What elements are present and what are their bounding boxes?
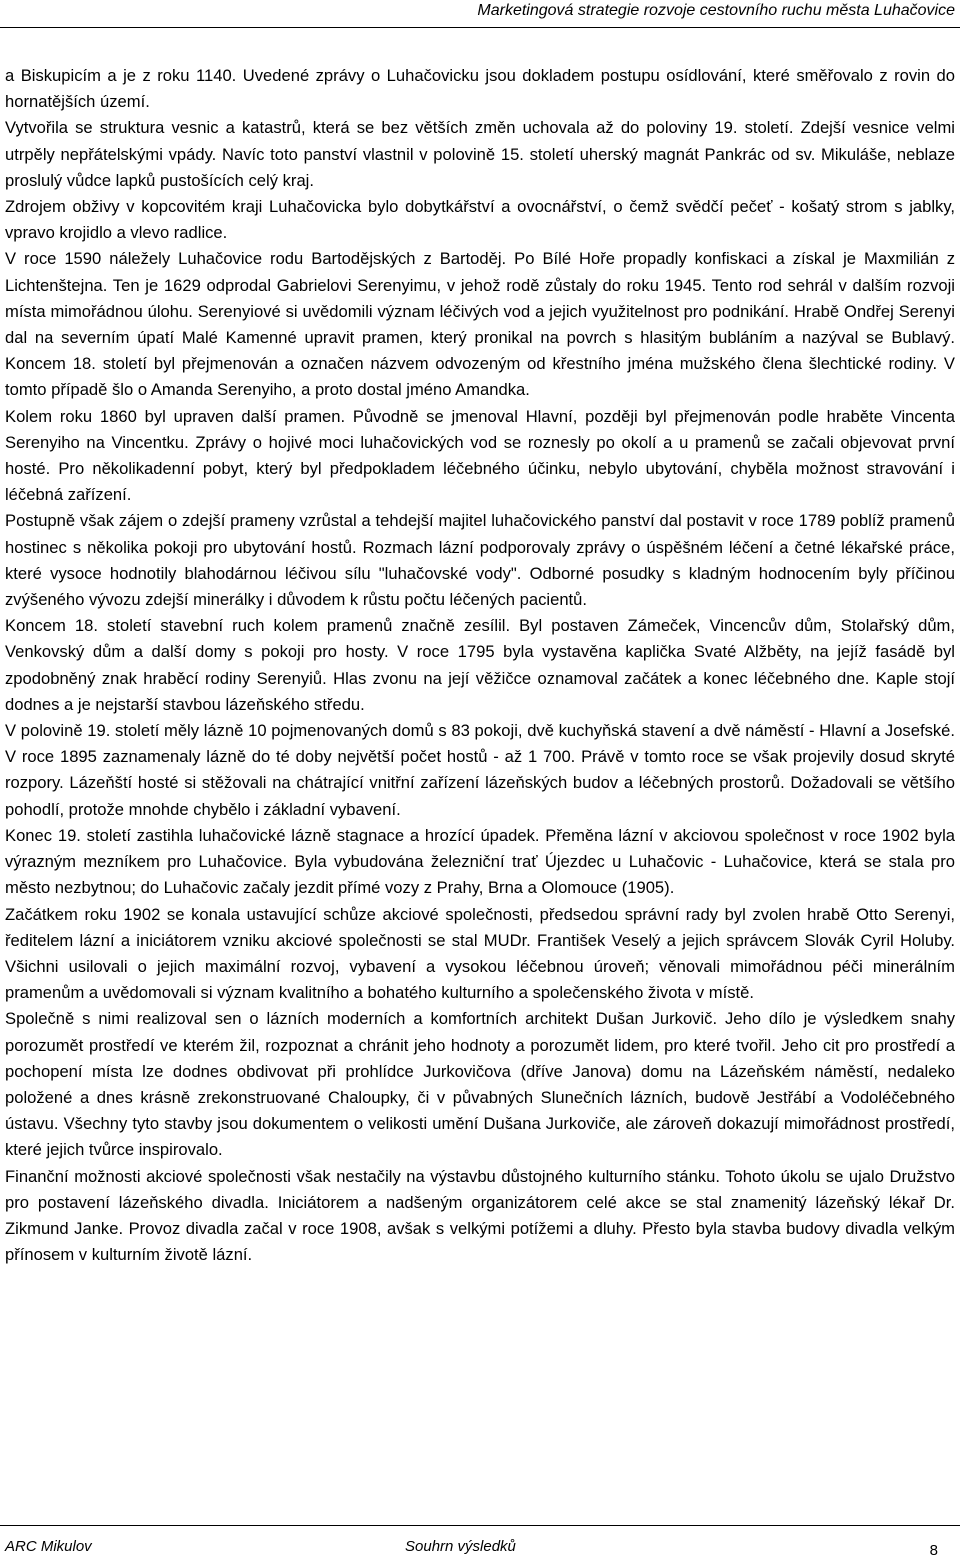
paragraph: V polovině 19. století měly lázně 10 pojmenovaných domů s 83 pokoji, dvě kuchyňská stavení a dvě náměstí - Hlavní a Josefské. V roce 1895 zaznamenaly lázně do té doby největší počet hostů - až 1 700. Právě v tomto roce se však projevily dosud skryté rozpory. Lázeňští hosté si stěžovali na chátrající vnitřní zařízení lázeňských budov a léčebných prostorů. Dožadovali se většího pohodlí, protože mnohde chybělo i základní vybavení. <box>5 721 955 819</box>
page-header <box>0 0 960 28</box>
paragraph: a Biskupicím a je z roku 1140. Uvedené zprávy o Luhačovicku jsou dokladem postupu osídlování, které směřovalo z rovin do hornatějších území. <box>5 66 955 112</box>
footer-section: Souhrn výsledků <box>405 1538 516 1555</box>
paragraph: Kolem roku 1860 byl upraven další pramen. Původně se jmenoval Hlavní, později byl přejmenován podle hraběte Vincenta Serenyiho na Vincentku. Zprávy o hojivé moci luhačovických vod se roznesly po okolí a u pramenů se začali objevovat první hosté. Pro několikadenní pobyt, který byl předpokladem léčebného účinku, nebylo ubytování, chyběla možnost stravování i léčebná zařízení. <box>5 406 955 505</box>
paragraph: Koncem 18. století stavební ruch kolem pramenů značně zesílil. Byl postaven Zámeček, Vincencův dům, Stolařský dům, Venkovský dům a další domy s pokoji pro hosty. V roce 1795 byla vystavěna kaplička Svaté Alžběty, na jejíž fasádě byl zpodobněný znak hraběcí rodiny Serenyiů. Hlas zvonu na její věžičce oznamoval začátek a konec léčebného dne. Kaple stojí dodnes a je nejstarší stavbou lázeňského středu. <box>5 616 955 714</box>
document-title: Marketingová strategie rozvoje cestovního ruchu města Luhačovice <box>477 2 955 19</box>
paragraph: Společně s nimi realizoval sen o lázních moderních a komfortních architekt Dušan Jurkovič. Jeho dílo je výsledkem snahy porozumět prostředí ve kterém žil, rozpoznat a chránit jeho hodnoty a porozumět lidem, pro které tvořil. Jeho cit pro prostředí a pochopení místa lze dodnes obdivovat při prohlídce Jurkovičova (dříve Janova) domu na Lázeňském náměstí, nedaleko položené a dnes krásně zrekonstruované Chaloupky, či v půvabných Slunečních lázních, budově Jestřábí a Vodoléčebného ústavu. Všechny tyto stavby jsou dokumentem o velikosti umění Dušana Jurkoviče, ale zároveň dokazují mimořádnost prostředí, které jejich tvůrce inspirovalo. <box>5 1009 955 1160</box>
paragraph: Začátkem roku 1902 se konala ustavující schůze akciové společnosti, předsedou správní rady byl zvolen hrabě Otto Serenyi, ředitelem lázní a iniciátorem vzniku akciové společnosti se stal MUDr. František Veselý a jejich správcem Slovák Cyril Holuby. Všichni usilovali o jejich maximální rozvoj, vybavení a vysokou léčebnou úroveň; věnovali mimořádnou péči minerálním pramenům a uvědomovali si význam kvalitního a bohatého kulturního a společenského života v místě. <box>5 904 955 1003</box>
paragraph: Konec 19. století zastihla luhačovické lázně stagnace a hrozící úpadek. Přeměna lázní v akciovou společnost v roce 1902 byla výrazným mezníkem pro Luhačovice. Byla vybudována železniční trať Újezdec u Luhačovic - Luhačovice, která se stala pro město nezbytnou; do Luhačovic začaly jezdit přímé vozy z Prahy, Brna a Olomouce (1905). <box>5 825 955 898</box>
paragraph: V roce 1590 náležely Luhačovice rodu Bartodějských z Bartoděj. Po Bílé Hoře propadly konfiskaci a získal je Maxmilián z Lichtenštejna. Ten je 1629 odprodal Gabrielovi Serenyimu, v jehož rodě zůstaly do roku 1945. Tento rod sehrál v dalším rozvoji místa mimořádnou úlohu. Serenyiové si uvědomili význam léčivých vod a jejich využitelnost pro podnikání. Hrabě Ondřej Serenyi dal na severním úpatí Malé Kamenné upravit pramen, který pronikal na povrch s hlasitým bubláním a nazýval se Bublavý. Koncem 18. století byl přejmenován a označen názvem odvozeným od křestního jména mužského člena šlechtické rodiny. V tomto případě šlo o Amanda Serenyiho, a proto dostal jméno Amandka. <box>5 249 955 400</box>
paragraph: Finanční možnosti akciové společnosti však nestačily na výstavbu důstojného kulturního stánku. Tohoto úkolu se ujalo Družstvo pro postavení lázeňského divadla. Iniciátorem a nadšeným organizátorem celé akce se stal znamenitý lázeňský lékař Dr. Zikmund Janke. Provoz divadla začal v roce 1908, avšak s velkými potížemi a dluhy. Přesto byla stavba budovy divadla velkým přínosem v kulturním životě lázní. <box>5 1166 955 1265</box>
paragraph: Zdrojem obživy v kopcovitém kraji Luhačovicka bylo dobytkářství a ovocnářství, o čemž svědčí pečeť - košatý strom s jablky, vpravo krojidlo a vlevo radlice. <box>5 197 955 243</box>
paragraph: Postupně však zájem o zdejší prameny vzrůstal a tehdejší majitel luhačovického panství dal postavit v roce 1789 poblíž pramenů hostinec s několika pokoji pro ubytování hostů. Rozmach lázní podporovaly zprávy o úspěšném léčení a četné lékařské práce, které vysoce hodnotily blahodárnou léčivou sílu "luhačovské vody". Odborné posudky s kladným hodnocením byly příčinou zvýšeného vývozu zdejší minerálky i důvodem k růstu počtu léčených pacientů. <box>5 511 955 610</box>
page-number: 8 <box>929 1542 938 1559</box>
page-footer <box>0 1525 960 1561</box>
footer-author: ARC Mikulov <box>5 1538 92 1555</box>
paragraph: Vytvořila se struktura vesnic a katastrů, která se bez větších změn uchovala až do poloviny 19. století. Zdejší vesnice velmi utrpěly nepřátelskými vpády. Navíc toto panství vlastnil v polovině 15. století uherský magnát Pankrác od sv. Mikuláše, neblaze proslulý vůdce lapků pustošících celý kraj. <box>5 118 955 190</box>
document-body <box>5 63 955 1268</box>
